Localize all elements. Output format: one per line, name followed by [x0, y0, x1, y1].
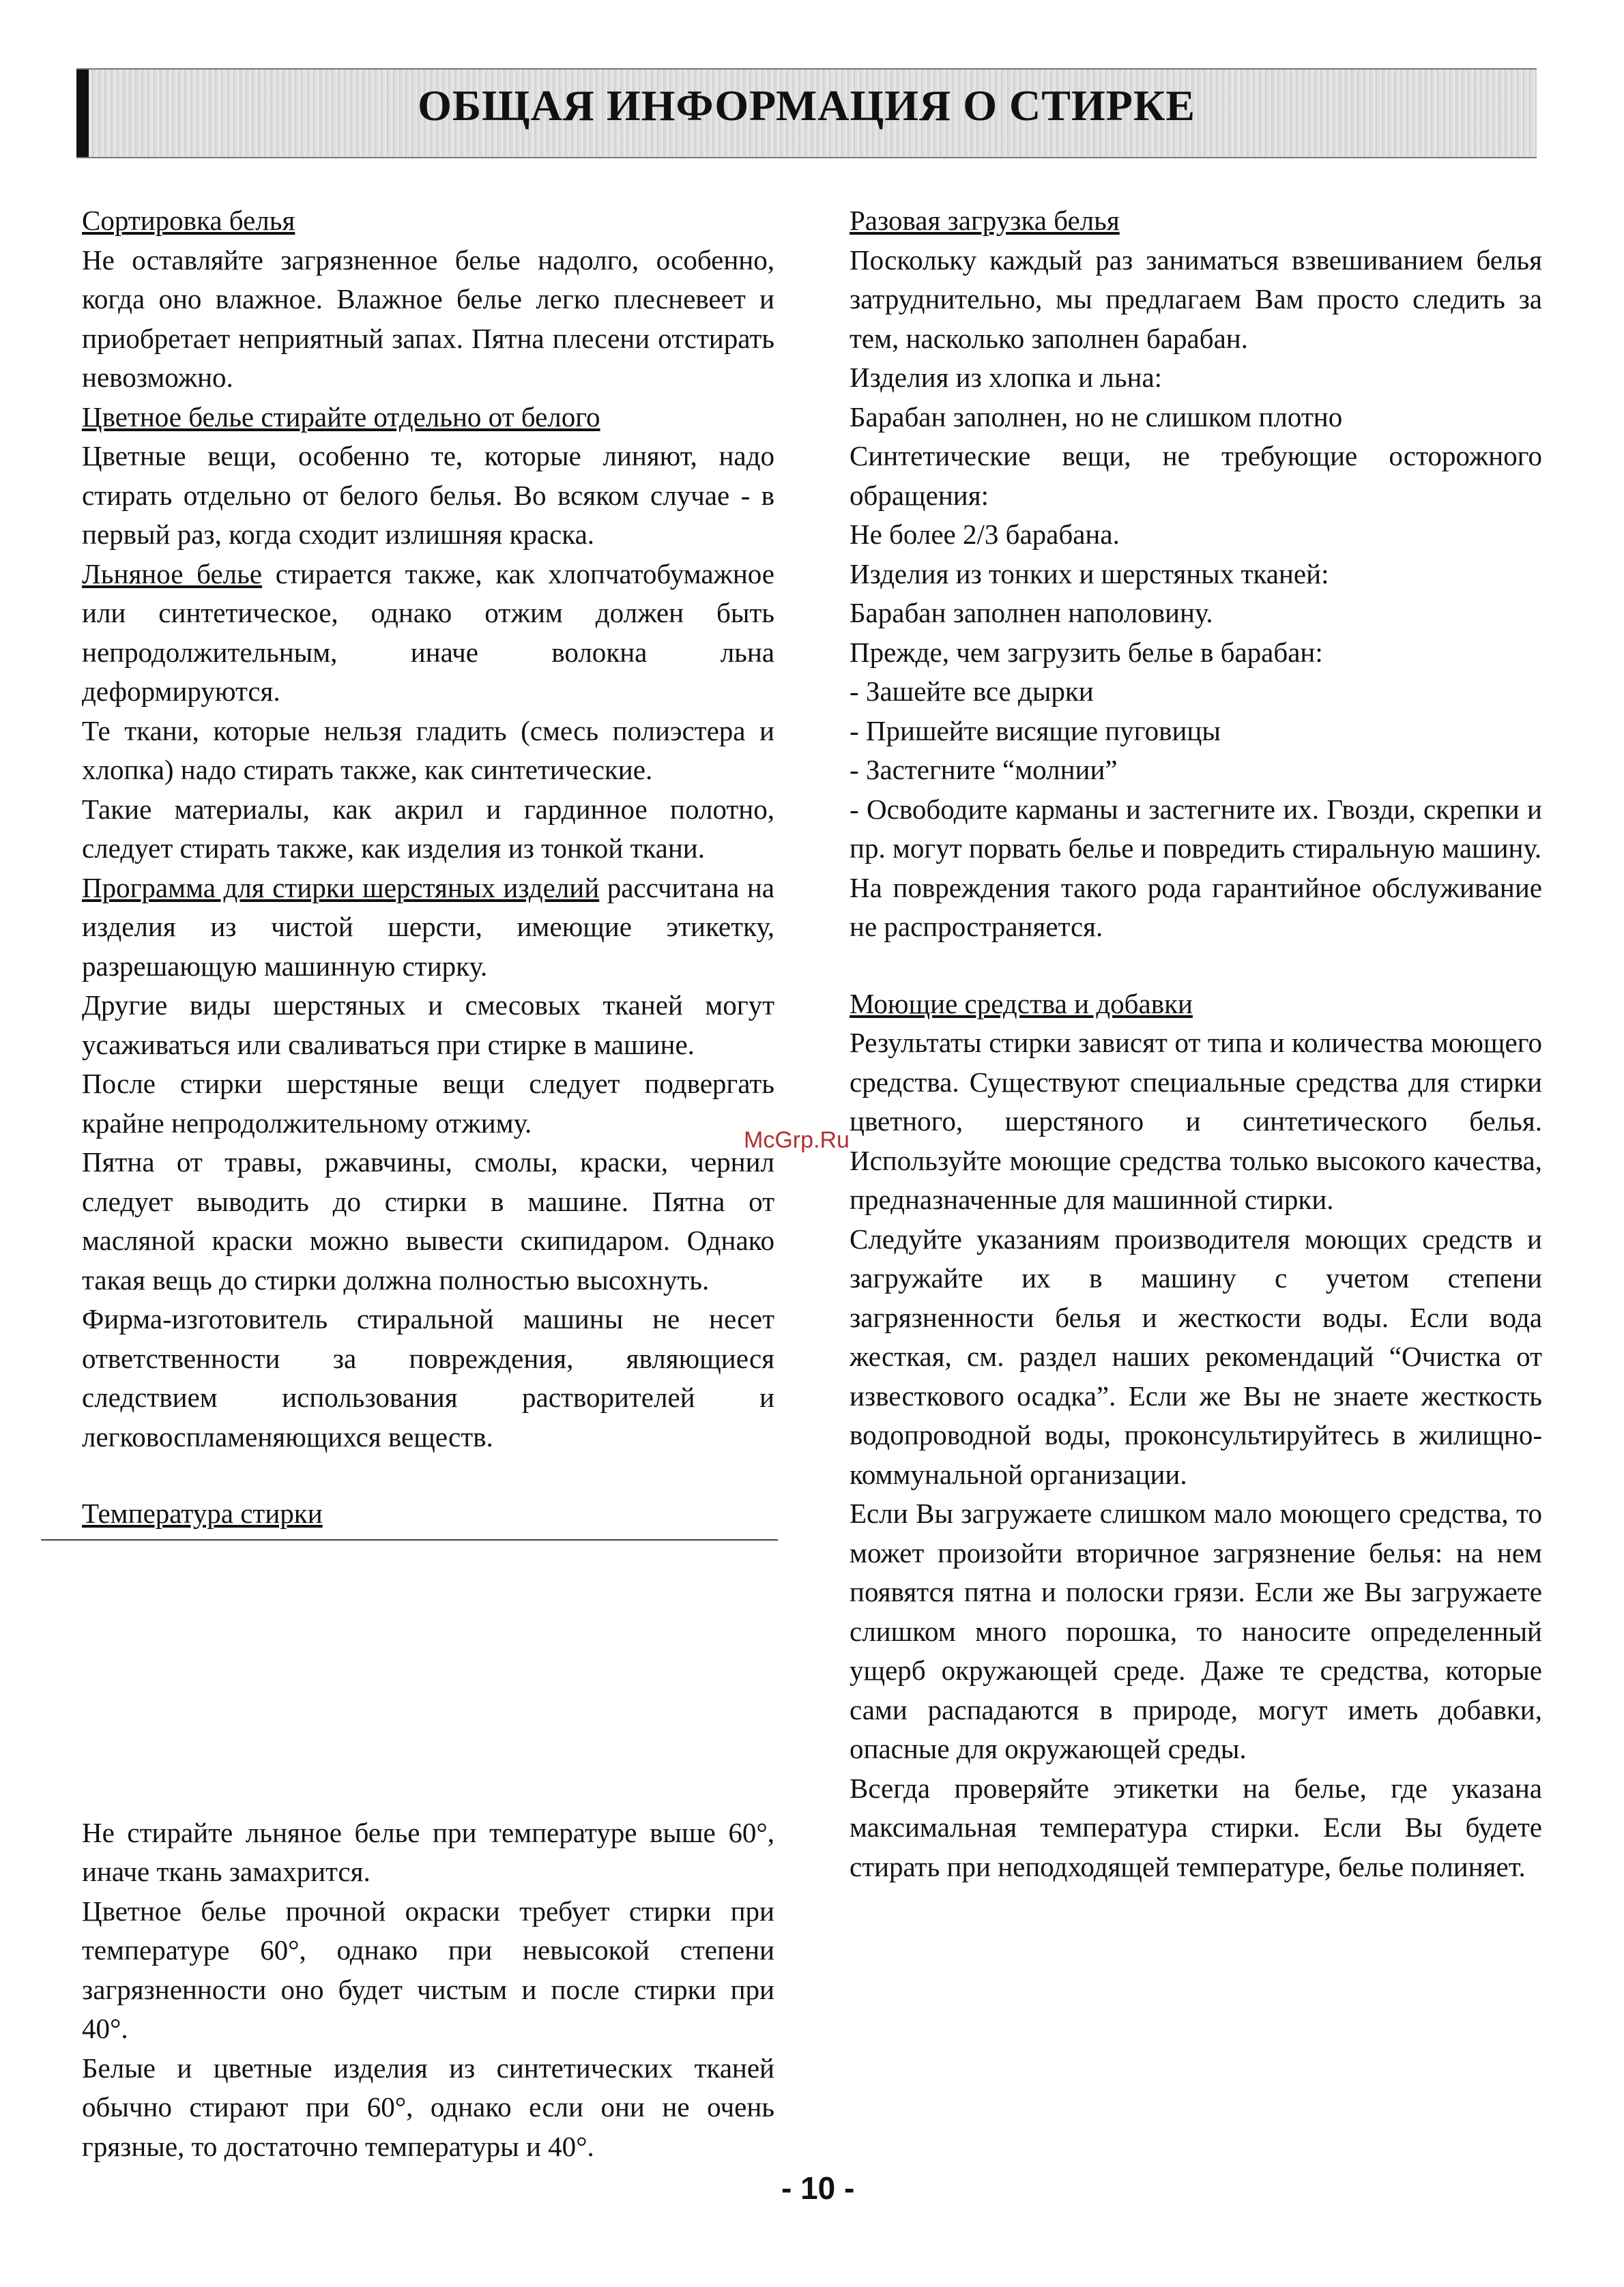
paragraph: Не оставляйте загрязненное белье надолго, особенно, когда оно влажное. Влажное белье легко плесневеет и приобретает неприятный запах. Пятна плесени отстирать невозможно.: [82, 244, 774, 393]
watermark: McGrp.Ru: [744, 1127, 850, 1153]
spacer: [82, 1541, 774, 1813]
paragraph: Результаты стирки зависят от типа и количества моющего средства. Существуют специальные средства для стирки цветного, шерстяного и синтетического белья. Используйте моющие средства только высокого качества, предназначенные для машинной стирки.: [850, 1027, 1542, 1215]
page-title: ОБЩАЯ ИНФОРМАЦИЯ О СТИРКЕ: [418, 81, 1195, 130]
header-bar: [76, 68, 1537, 158]
section-heading-temperature: Температура стирки: [82, 1498, 323, 1529]
paragraph: Не стирайте льняное белье при температуре выше 60°, иначе ткань замахрится.: [82, 1816, 774, 1887]
paragraph: Пятна от травы, ржавчины, смолы, краски, чернил следует выводить до стирки в машине. Пятна от масляной краски можно вывести скипидаром. Однако такая вещь до стирки должна полностью высохнуть.: [82, 1146, 774, 1296]
list-item: - Зашейте все дырки: [850, 675, 1094, 707]
paragraph: Синтетические вещи, не требующие осторожного обращения:: [850, 440, 1542, 511]
spacer: [850, 947, 1542, 985]
paragraph: Барабан заполнен наполовину.: [850, 597, 1213, 628]
paragraph: Такие материалы, как акрил и гардинное полотно, следует стирать также, как изделия из тонкой ткани.: [82, 793, 774, 864]
paragraph: Всегда проверяйте этикетки на белье, где указана максимальная температура стирки. Если Вы будете стирать при неподходящей температуре, белье полиняет.: [850, 1772, 1542, 1882]
paragraph: После стирки шерстяные вещи следует подвергать крайне непродолжительному отжиму.: [82, 1068, 774, 1139]
paragraph: Изделия из хлопка и льна:: [850, 362, 1163, 393]
list-item: - Освободите карманы и застегните их. Гвозди, скрепки и пр. могут порвать белье и повредить стиральную машину.: [850, 793, 1542, 864]
paragraph: Следуйте указаниям производителя моющих средств и загружайте их в машину с учетом степени загрязненности белья и жесткости воды. Если вода жесткая, см. раздел наших рекомендаций “Очистка от известкового осадка”. Если же Вы не знаете жесткость водопроводной воды, проконсультируйтесь в жилищно-коммунальной организации.: [850, 1223, 1542, 1490]
paragraph: Барабан заполнен, но не слишком плотно: [850, 400, 1343, 433]
page-number: - 10 -: [781, 2170, 855, 2206]
paragraph: Прежде, чем загрузить белье в барабан:: [850, 636, 1323, 668]
spacer: [82, 1457, 774, 1494]
right-column: [850, 201, 1542, 1887]
paragraph-text: стирается также, как хлопчатобумажное или синтетическое, однако отжим должен быть непродолжительным, иначе волокна льна деформируются.: [82, 557, 774, 707]
section-heading-color: Цветное белье стирайте отдельно от белого: [82, 400, 600, 433]
paragraph: Если Вы загружаете слишком мало моющего средства, то может произойти вторичное загрязнение белья: на нем появятся пятна и полоски грязи. Если же Вы загружаете слишком много порошка, то наносите определенный ущерб окружающей среде. Даже те средства, которые сами распадаются в природе, могут иметь добавки, опасные для окружающей среды.: [850, 1498, 1542, 1764]
paragraph: Другие виды шерстяных и смесовых тканей могут усаживаться или сваливаться при стирке в машине.: [82, 989, 774, 1060]
paragraph: Фирма-изготовитель стиральной машины не несет ответственности за повреждения, являющиеся следствием использования растворителей и легковоспламеняющихся веществ.: [82, 1303, 774, 1453]
paragraph: Изделия из тонких и шерстяных тканей:: [850, 557, 1329, 589]
inline-heading-wool: Программа для стирки шерстяных изделий: [82, 871, 600, 903]
paragraph: Цветные вещи, особенно те, которые линяют, надо стирать отдельно от белого белья. Во всяком случае - в первый раз, когда сходит излишняя краска.: [82, 440, 774, 550]
paragraph: [82, 869, 774, 987]
paragraph: Белые и цветные изделия из синтетических тканей обычно стирают при 60°, однако если они не очень грязные, то достаточно температуры и 40°.: [82, 2052, 774, 2162]
inline-heading-linen: Льняное белье: [82, 557, 263, 589]
paragraph: Те ткани, которые нельзя гладить (смесь полиэстера и хлопка) надо стирать также, как синтетические.: [82, 714, 774, 785]
paragraph: [82, 555, 774, 712]
section-heading-sorting: Сортировка белья: [82, 205, 295, 236]
section-heading-detergents: Моющие средства и добавки: [850, 987, 1193, 1019]
paragraph: Не более 2/3 барабана.: [850, 519, 1120, 550]
paragraph: Поскольку каждый раз заниматься взвешиванием белья затруднительно, мы предлагаем Вам просто следить за тем, насколько заполнен барабан.: [850, 244, 1542, 354]
paragraph: На повреждения такого рода гарантийное обслуживание не распространяется.: [850, 871, 1542, 942]
list-item: - Пришейте висящие пуговицы: [850, 714, 1221, 746]
section-heading-load: Разовая загрузка белья: [850, 205, 1120, 236]
list-item: - Застегните “молнии”: [850, 754, 1118, 785]
left-column: [82, 201, 774, 2166]
paragraph-text: рассчитана на изделия из чистой шерсти, имеющие этикетку, разрешающую машинную стирку.: [82, 871, 774, 982]
paragraph: Цветное белье прочной окраски требует стирки при температуре 60°, однако при невысокой степени загрязненности оно будет чистым и после стирки при 40°.: [82, 1895, 774, 2044]
